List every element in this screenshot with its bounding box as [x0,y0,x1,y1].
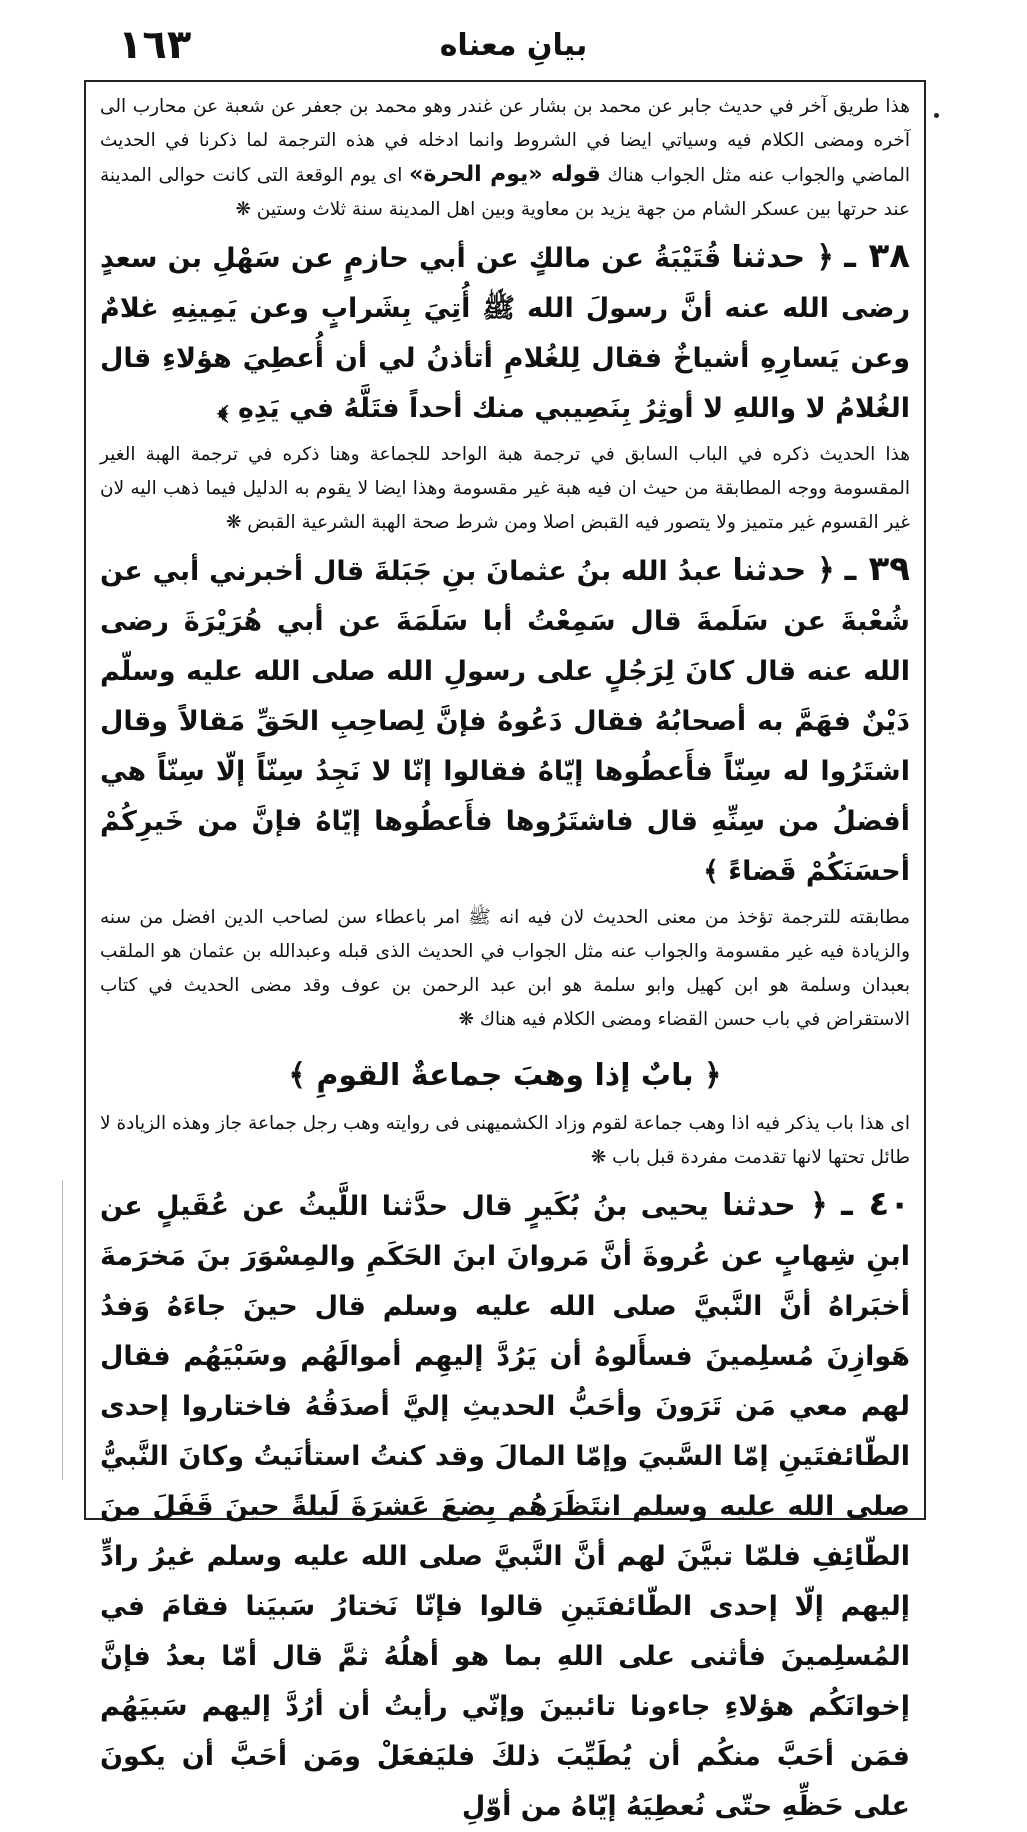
commentary-text: هذا طريق آخر في حديث جابر عن محمد بن بشار عن غندر وهو محمد بن جعفر عن شعبة عن محارب الى آخره ومضى الكلام فيه وسياتي ايضا في الشروط وانما ادخله في هذه الترجمة لما ذكرنا في الحديث الماضي والجواب عنه مثل الجواب هناك [100,96,910,186]
commentary-text: اى هذا باب يذكر فيه اذا وهب جماعة لقوم وزاد الكشميهنى فى روايته وهب رجل جماعة جاز وهذه الزيادة لا طائل تحتها لانها تقدمت مفردة قبل باب ❋ [100,1113,910,1168]
commentary-text: مطابقته للترجمة تؤخذ من معنى الحديث لان فيه انه ﷺ امر باعطاء سن لصاحب الدين افضل من سنه والزيادة فيه غير مقسومة والجواب عنه مثل الجواب في الحديث الذى قبله وعبدالله بن عثمان هو الملقب بعبدان وسلمة هو ابن كهيل وابو سلمة هو ابن عبد الرحمن بن عوف وقد مضى الحديث في كتاب الاستقراض في باب حسن القضاء ومضى الكلام فيه هناك ❋ [100,907,910,1030]
hadith-39 [100,544,910,897]
commentary-paragraph [100,1107,910,1175]
running-title: بيانِ معناه [439,28,588,63]
commentary-text: اى يوم الوقعة التى كانت حوالى المدينة عند حرتها بين عسكر الشام من جهة يزيد بن معاوية وبين اهل المدينة سنة ثلاث وستين ❋ [100,165,910,220]
commentary-text: هذا الحديث ذكره في الباب السابق في ترجمة هبة الواحد للجماعة وهنا ذكره في ترجمة الهبة الغير المقسومة ووجه المطابقة من حيث ان فيه هبة غير مقسومة وهذا ايضا لا يقوم به الدليل فيما ذهب اليه لان غير القسوم غير متميز ولا يتصور فيه القبض اصلا ومن شرط صحة الهبة الشرعية القبض ❋ [100,444,910,533]
hadith-opening: ﴿ حدثنا [731,240,835,275]
hadith-number: ٤٠ ـ [841,1184,910,1224]
hadith-38 [100,231,910,434]
commentary-paragraph [100,901,910,1037]
margin-rule [62,1180,63,1480]
hadith-text: قُتَيْبَةُ عن مالكٍ عن أبي حازمٍ عن سَهْلِ بن سعدٍ رضى الله عنه أنَّ رسولَ الله ﷺ أُتِيَ بِشَرابٍ وعن يَمِينِهِ غلامٌ وعن يَسارِهِ أشياخٌ فقال لِلغُلامِ أتأذنُ لي أن أُعطِيَ هؤلاءِ قال الغُلامُ لا واللهِ لا أوثِرُ بِنَصِيبي منك أحداً فتَلَّهُ في يَدِهِ ﴾ [100,243,910,424]
commentary-paragraph [100,90,910,227]
hadith-40 [100,1179,910,1832]
hadith-number: ٣٨ ـ [844,236,910,276]
commentary-paragraph [100,438,910,540]
margin-dot [934,113,939,118]
hadith-opening: ﴿ حدثنا [732,553,835,588]
hadith-text: يحيى بنُ بُكَيرٍ قال حدَّثنا اللَّيثُ عن عُقَيلٍ عن ابنِ شِهابٍ عن عُروةَ أنَّ مَروانَ ابنَ الحَكَمِ والمِسْوَرَ بنَ مَخرَمةَ أخبَراهُ أنَّ النَّبيَّ صلى الله عليه وسلم قال حينَ جاءَهُ وَفدُ هَوازِنَ مُسلِمينَ فسأَلوهُ أن يَرُدَّ إليهِم أموالَهُم وسَبْيَهُم فقال لهم معي مَن تَرَونَ وأحَبُّ الحديثِ إليَّ أصدَقُهُ فاختاروا إحدى الطّائفتَينِ إمّا السَّبيَ وإمّا المالَ وقد كنتُ استأنَيتُ وكانَ النَّبيُّ صلى الله عليه وسلم انتَظَرَهُم بِضعَ عَشرَةَ لَيلةً حينَ قَفَلَ منَ الطّائِفِ فلمّا تبيَّنَ لهم أنَّ النَّبيَّ صلى الله عليه وسلم غيرُ رادٍّ إليهم إلّا إحدى الطّائفتَينِ قالوا فإنّا نَختارُ سَبيَنا فقامَ في المُسلِمينَ فأثنى على اللهِ بما هو أهلُهُ ثمَّ قال أمّا بعدُ فإنَّ إخوانَكُم هؤلاءِ جاءونا تائبينَ وإنّي رأيتُ أن أرُدَّ إليهم سَبيَهُم فمَن أحَبَّ منكُم أن يُطَيِّبَ ذلكَ فليَفعَلْ ومَن أحَبَّ أن يكونَ على حَظِّهِ حتّى نُعطِيَهُ إيّاهُ من أوّلِ [100,1191,910,1822]
hadith-number: ٣٩ ـ [844,549,910,589]
chapter-heading: ﴿ بابٌ إذا وهبَ جماعةٌ القومِ ﴾ [288,1058,722,1093]
hadith-text: عبدُ الله بنُ عثمانَ بنِ جَبَلةَ قال أخبرني أبي عن شُعْبةَ عن سَلَمةَ قال سَمِعْتُ أبا سَلَمَةَ عن أبي هُرَيْرَةَ رضى الله عنه قال كانَ لِرَجُلٍ على رسولِ الله صلى الله عليه وسلّم دَيْنٌ فهَمَّ به أصحابُهُ فقال دَعُوهُ فإنَّ لِصاحِبِ الحَقِّ مَقالاً وقال اشتَرُوا له سِنّاً فأَعطُوها إيّاهُ فقالوا إنّا لا نَجِدُ سِنّاً إلّا سِنّاً هي أفضلُ من سِنِّهِ قال فاشتَرُوها فأَعطُوها إيّاهُ فإنَّ من خَيرِكُمْ أحسَنَكُمْ قَضاءً ﴾ [100,556,910,887]
hadith-opening: ﴿ حدثنا [722,1188,828,1223]
commentary-lead: قوله «يوم الحرة» [409,162,601,187]
page-frame [84,80,926,1822]
page-number: ١٦٣ [118,22,192,68]
